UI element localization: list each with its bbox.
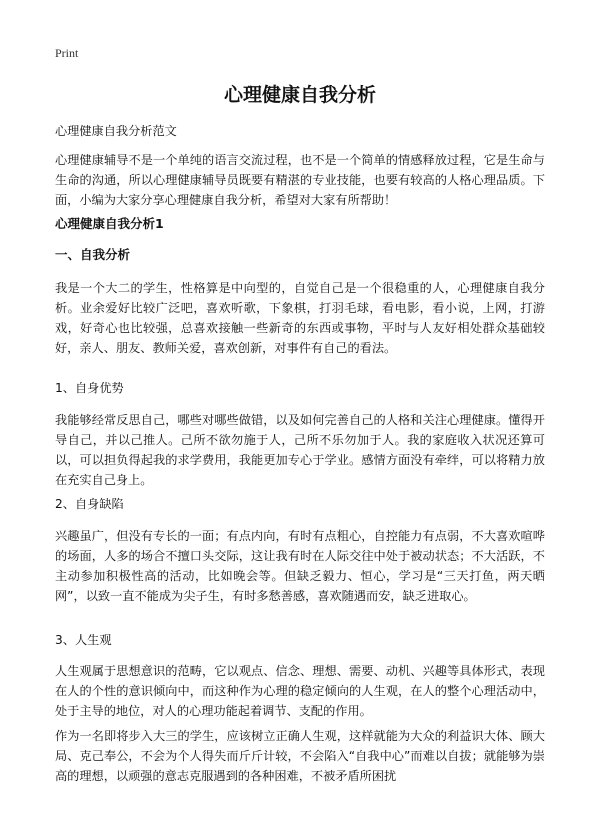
item2-paragraph: 兴趣虽广，但没有专长的一面；有点内向，有时有点粗心，自控能力有点弱，不大喜欢喧哗的场面，人多的场合不擅口头交际，这让我有时在人际交往中处于被动状态；不大活跃，不主动参加积极性高的活动，比如晚会等。但缺乏毅力、恒心，学习是“三天打鱼，两天晒网”，以致一直不能成为尖子生，有时多愁善感，喜欢随遇而安，缺乏进取心。	[55, 529, 545, 603]
part1-paragraph: 我是一个大二的学生，性格算是中向型的，自觉自己是一个很稳重的人，心理健康自我分析。业余爱好比较广泛吧，喜欢听歌，下象棋，打羽毛球，看电影，看小说，上网，打游戏，好奇心也比较强，总喜欢接触一些新奇的东西或事物，平时与人友好相处群众基础较好，亲人、朋友、教师关爱，喜欢创新，对事件有自己的看法。	[55, 281, 545, 355]
intro-paragraph: 心理健康辅导不是一个单纯的语言交流过程，也不是一个简单的情感释放过程，它是生命与生命的沟通，所以心理健康辅导员既要有精湛的专业技能，也要有较高的人格心理品质。下面，小编为大家分享心理健康自我分析，希望对大家有所帮助！	[55, 153, 545, 207]
section-title: 心理健康自我分析1	[55, 216, 164, 231]
item3-paragraph-1: 人生观属于思想意识的范畴，它以观点、信念、理想、需要、动机、兴趣等具体形式，表现在人的个性的意识倾向中，而这种作为心理的稳定倾向的人生观，在人的整个心理活动中，处于主导的地位，对人的心理功能起着调节、支配的作用。	[55, 664, 545, 718]
page-title: 心理健康自我分析	[223, 84, 376, 106]
item1-title: 1、自身优势	[55, 381, 124, 395]
print-label: Print	[55, 46, 79, 60]
subtitle: 心理健康自我分析范文	[55, 124, 177, 138]
item3-title: 3、人生观	[55, 633, 112, 647]
item3-paragraph-2: 作为一名即将步入大三的学生，应该树立正确人生观，这样就能为大众的利益识大体、顾大局、克己奉公，不会为个人得失而斤斤计较，不会陷入“自我中心”而难以自拔；就能够为崇高的理想，以顽强的意志克服遇到的各种困难，不被矛盾所困扰	[55, 729, 545, 783]
item2-title: 2、自身缺陷	[55, 497, 124, 511]
item1-paragraph: 我能够经常反思自己，哪些对哪些做错，以及如何完善自己的人格和关注心理健康。懂得开导自己，并以己推人。己所不欲勿施于人，己所不乐勿加于人。我的家庭收入状况还算可以，可以担负得起我的求学费用，我能更加专心于学业。感情方面没有牵绊，可以将精力放在充实自己身上。	[55, 413, 545, 487]
part1-title: 一、自我分析	[55, 247, 131, 262]
